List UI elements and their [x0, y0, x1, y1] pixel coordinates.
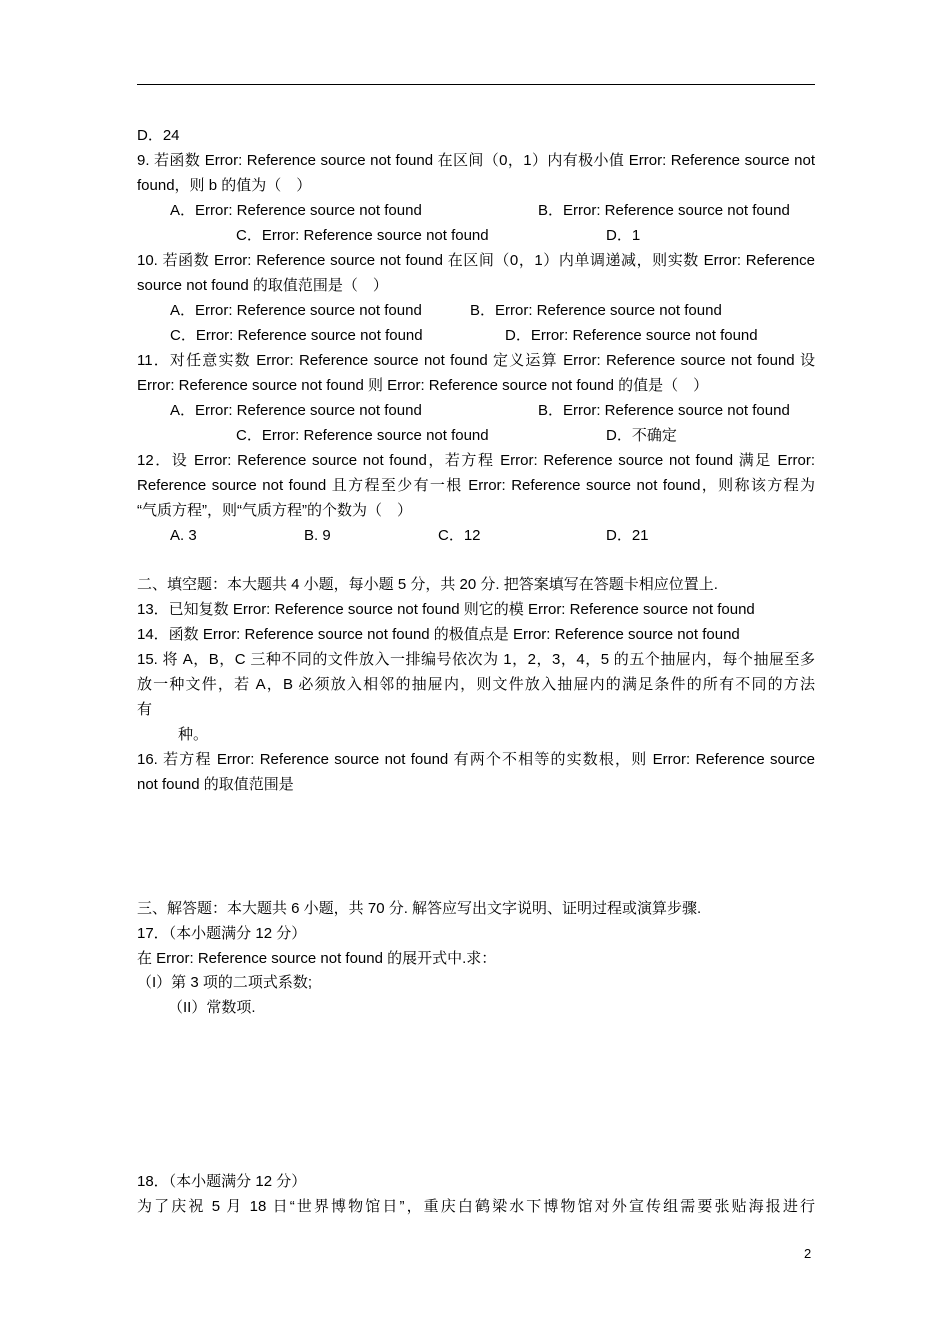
q12-option-b: B. 9 — [304, 527, 331, 544]
q10-option-d: D．Error: Reference source not found — [505, 327, 758, 344]
q17-part2: （II）常数项. — [168, 999, 256, 1016]
q11-option-c: C．Error: Reference source not found — [236, 427, 489, 444]
q15-stem-line2: 放一种文件，若 A，B 必须放入相邻的抽屉内，则文件放入抽屉内的满足条件的所有不同的方法 — [137, 676, 815, 693]
q9-stem-line2: found，则 b 的值为（ ） — [137, 177, 312, 194]
q9-option-c: C．Error: Reference source not found — [236, 227, 489, 244]
q17-title: 17．（本小题满分 12 分） — [137, 925, 307, 942]
q11-option-b: B．Error: Reference source not found — [538, 402, 790, 419]
section3-heading: 三、解答题：本大题共 6 小题，共 70 分. 解答应写出文字说明、证明过程或演算步骤. — [137, 900, 702, 917]
q9-option-b: B．Error: Reference source not found — [538, 202, 790, 219]
q10-stem-line2: source not found 的取值范围是（ ） — [137, 277, 388, 294]
q12-stem-line1: 12．设 Error: Reference source not found，若方程 Error: Reference source not found 满足 Error: — [137, 452, 815, 469]
q12-stem-line3: “气质方程”，则“气质方程”的个数为（ ） — [137, 502, 412, 519]
page-number: 2 — [804, 1246, 812, 1261]
q11-option-a: A．Error: Reference source not found — [170, 402, 422, 419]
q9-option-d: D．1 — [606, 227, 641, 244]
q14-stem: 14．函数 Error: Reference source not found 的极值点是 Error: Reference source not found — [137, 626, 740, 643]
q15-stem-line3: 有 — [137, 701, 153, 718]
q12-option-d: D．21 — [606, 527, 649, 544]
q13-stem: 13．已知复数 Error: Reference source not found 则它的模 Error: Reference source not found — [137, 601, 755, 618]
q15-stem-line1: 15. 将 A，B，C 三种不同的文件放入一排编号依次为 1，2，3，4，5 的五个抽屉内，每个抽屉至多 — [137, 651, 815, 668]
q9-option-a: A．Error: Reference source not found — [170, 202, 422, 219]
q11-stem-line2: Error: Reference source not found 则 Error: Reference source not found 的值是（ ） — [137, 377, 709, 394]
q12-option-a: A. 3 — [170, 527, 197, 544]
q15-stem-line4: 种。 — [178, 726, 209, 743]
q10-option-b: B．Error: Reference source not found — [470, 302, 722, 319]
q16-stem-line2: not found 的取值范围是 — [137, 776, 294, 793]
q9-stem-line1: 9. 若函数 Error: Reference source not found 在区间（0，1）内有极小值 Error: Reference source not — [137, 152, 815, 169]
q16-stem-line1: 16. 若方程 Error: Reference source not found 有两个不相等的实数根，则 Error: Reference source — [137, 751, 815, 768]
q18-stem-line1: 为了庆祝 5 月 18 日“世界博物馆日”，重庆白鹤梁水下博物馆对外宣传组需要张贴海报进行 — [137, 1198, 815, 1215]
q12-stem-line2: Reference source not found 且方程至少有一根 Error: Reference source not found，则称该方程为 — [137, 477, 815, 494]
q10-option-a: A．Error: Reference source not found — [170, 302, 422, 319]
q11-option-d: D．不确定 — [606, 427, 677, 444]
q12-option-c: C．12 — [438, 527, 481, 544]
q10-stem-line1: 10. 若函数 Error: Reference source not found 在区间（0，1）内单调递减，则实数 Error: Reference — [137, 252, 815, 269]
q8-option-d: D．24 — [137, 127, 180, 144]
q11-stem-line1: 11．对任意实数 Error: Reference source not found 定义运算 Error: Reference source not found 设 — [137, 352, 815, 369]
q17-stem: 在 Error: Reference source not found 的展开式中.求： — [137, 950, 497, 967]
header-rule — [137, 84, 815, 85]
q10-option-c: C．Error: Reference source not found — [170, 327, 423, 344]
q18-title: 18．（本小题满分 12 分） — [137, 1173, 307, 1190]
section2-heading: 二、填空题：本大题共 4 小题，每小题 5 分，共 20 分. 把答案填写在答题卡相应位置上. — [137, 576, 718, 593]
q17-part1: （I）第 3 项的二项式系数; — [137, 974, 313, 991]
